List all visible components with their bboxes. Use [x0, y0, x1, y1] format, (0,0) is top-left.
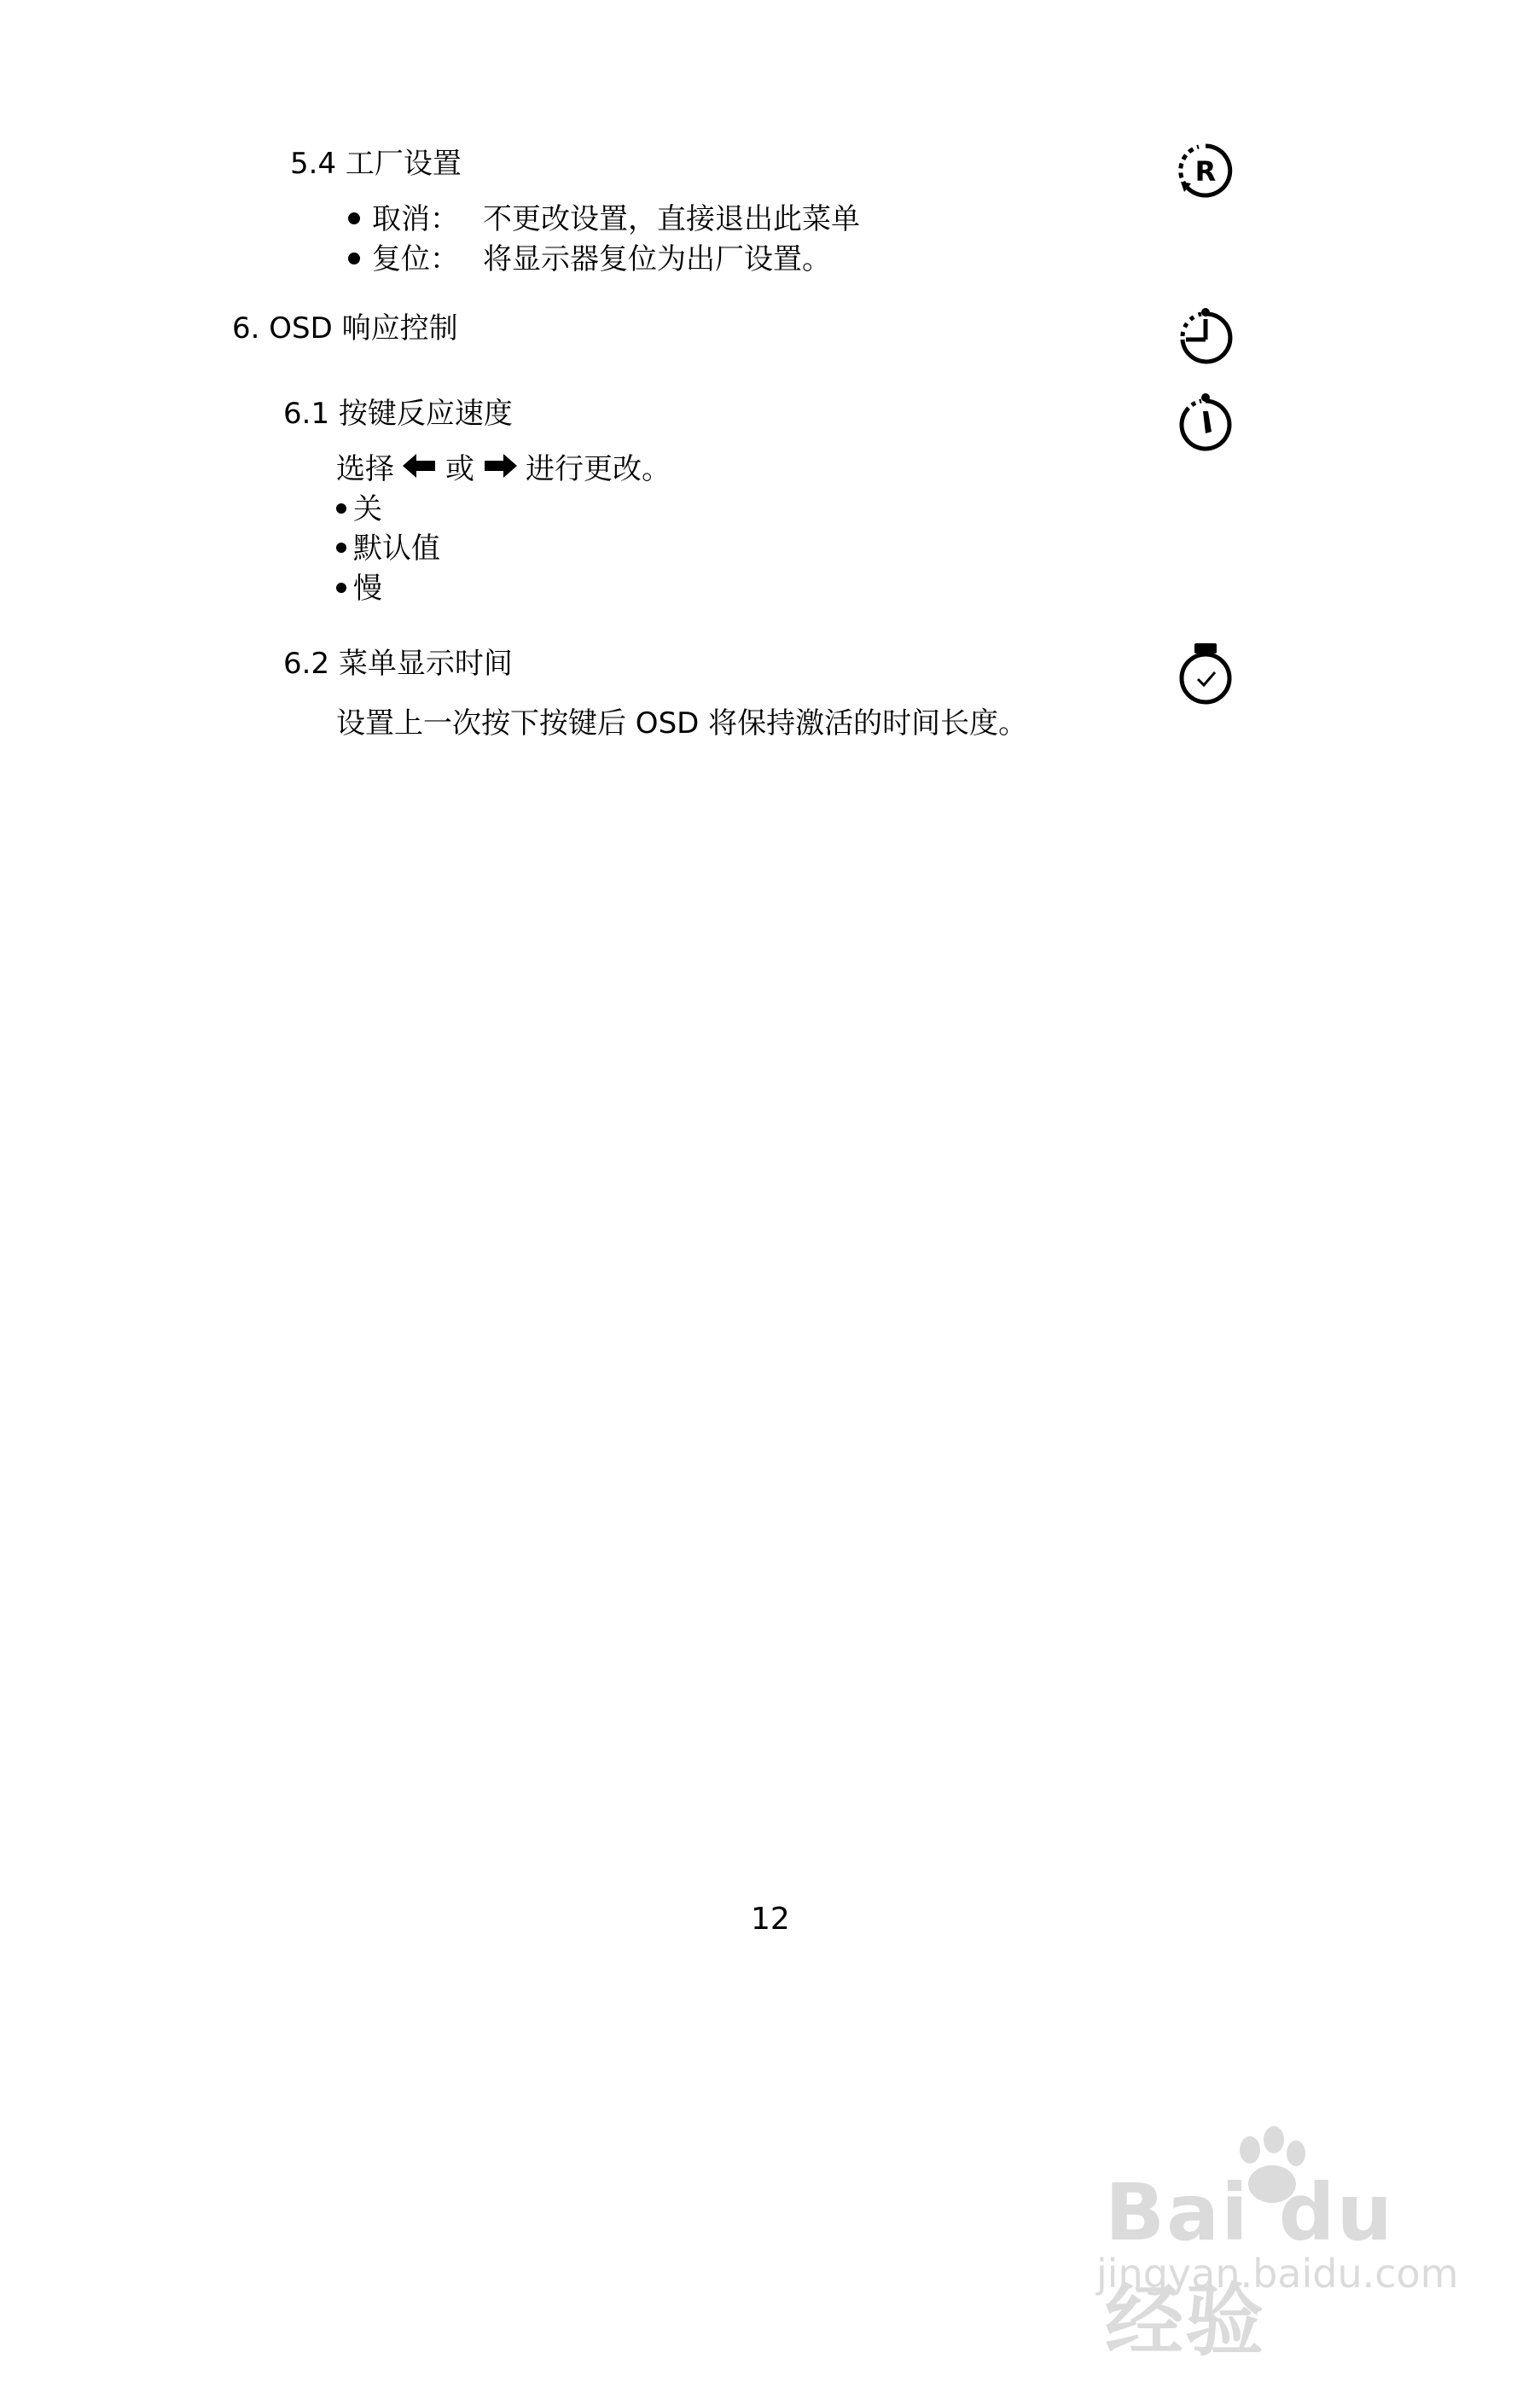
bullet — [348, 212, 360, 224]
option-item — [336, 532, 440, 566]
section-5-4-heading: 5.4 工厂设置 — [290, 147, 462, 181]
instruction-or: 或 — [445, 452, 474, 486]
reset-label: 复位： — [372, 242, 459, 276]
reset-text: 将显示器复位为出厂设置。 — [483, 242, 831, 276]
instruction-line — [336, 452, 671, 488]
option-item — [336, 492, 382, 526]
option-off: 关 — [353, 492, 382, 526]
svg-text:R: R — [1194, 155, 1217, 188]
osd-timer-icon — [1176, 305, 1235, 367]
instruction-prefix: 选择 — [336, 452, 394, 486]
section-6-heading: 6. OSD 响应控制 — [232, 311, 458, 346]
watermark-url: jingyan.baidu.com — [1096, 2251, 1459, 2297]
section-6-2-description: 设置上一次按下按键后 OSD 将保持激活的时间长度。 — [336, 706, 1028, 741]
watermark-logo-text: Bai du 经验 — [1105, 2167, 1395, 2367]
option-slow: 慢 — [353, 572, 382, 606]
instruction-suffix: 进行更改。 — [526, 452, 671, 486]
list-item — [348, 242, 831, 276]
bullet — [348, 253, 360, 264]
left-arrow-icon — [403, 451, 437, 485]
stopwatch-speed-icon — [1176, 391, 1235, 452]
cancel-label: 取消： — [372, 202, 459, 236]
list-item — [348, 202, 860, 236]
stopwatch-check-icon — [1176, 640, 1235, 708]
section-6-1-heading: 6.1 按键反应速度 — [283, 397, 513, 431]
option-item — [336, 572, 382, 606]
section-6-2-heading: 6.2 菜单显示时间 — [283, 647, 513, 681]
bullet — [336, 583, 346, 593]
bullet — [336, 503, 346, 514]
bullet — [336, 543, 346, 553]
reset-r-icon — [1176, 141, 1235, 200]
baidu-jingyan-watermark — [1079, 2124, 1459, 2367]
right-arrow-icon — [483, 451, 517, 485]
cancel-text: 不更改设置，直接退出此菜单 — [483, 202, 860, 236]
option-default: 默认值 — [353, 532, 440, 566]
page-number: 12 — [751, 1902, 790, 1937]
